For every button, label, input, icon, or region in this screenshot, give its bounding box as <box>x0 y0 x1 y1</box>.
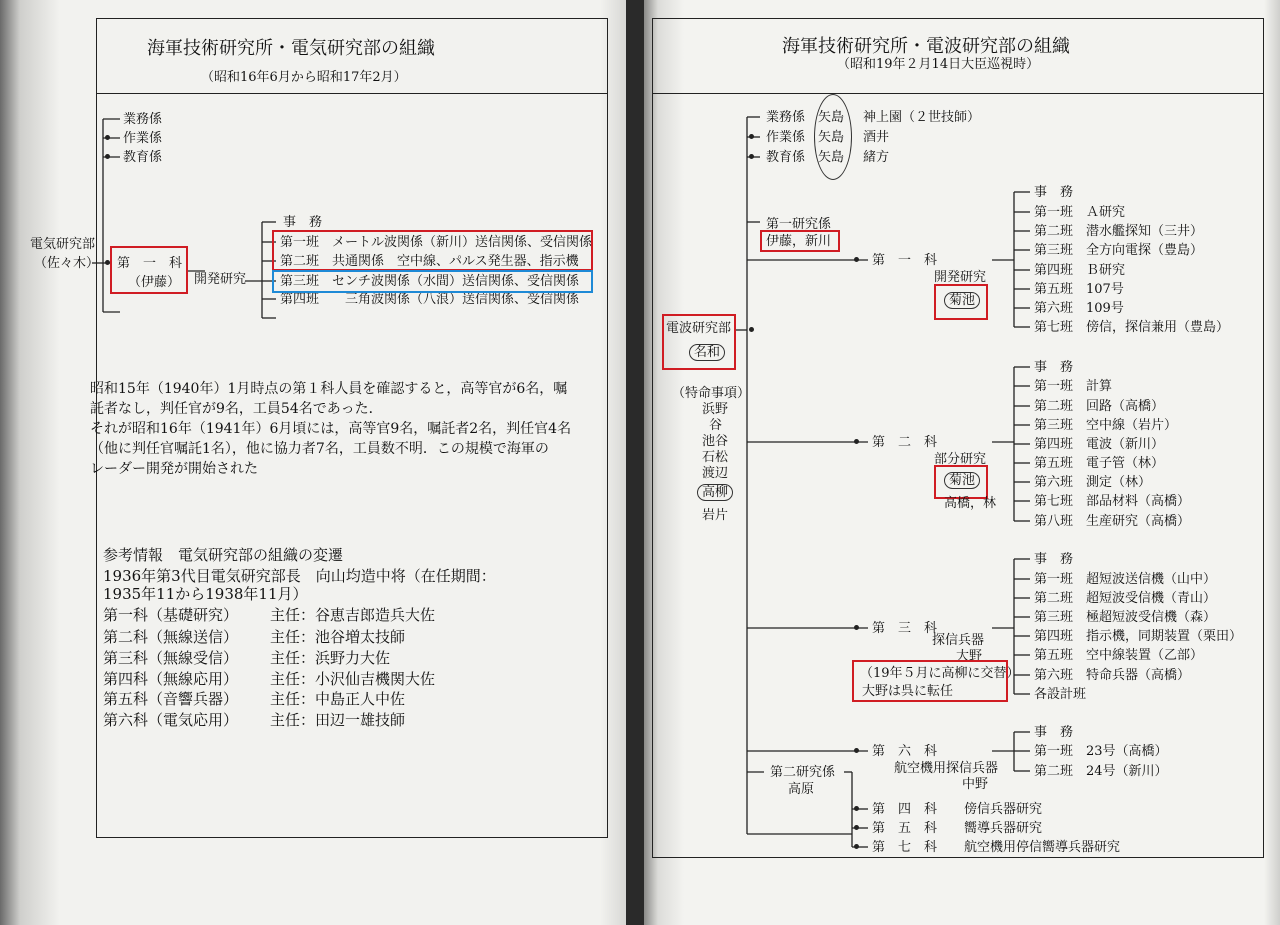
paragraph-line: それが昭和16年（1941年）6月頃には，高等官9名，嘱託者2名，判任官4名 <box>90 421 572 437</box>
ka1-name: 第 一 科 <box>872 253 938 268</box>
junction-dot <box>105 135 110 140</box>
paragraph-line: 昭和15年（1940年）1月時点の第１科人員を確認すると，高等官が6名，嘱 <box>90 381 568 397</box>
section-name: 第三科（無線受信） <box>103 649 239 667</box>
ka2-extra: 高橋，林 <box>944 496 997 511</box>
ka3-group: 第二班 超短波受信機（青山） <box>1034 591 1217 606</box>
ka3-group: 事 務 <box>1034 552 1074 567</box>
right-subtitle: （昭和19年２月14日大臣巡視時） <box>837 57 1040 72</box>
ka3-group: 第五班 空中線装置（乙部） <box>1034 648 1204 663</box>
ka2-name: 第 二 科 <box>872 435 938 450</box>
other-ka-name: 第 七 科 <box>872 840 938 855</box>
special-name: 渡辺 <box>702 466 729 481</box>
paragraph-line: （他に判任官嘱託1名），他に協力者7名，工員数不明．この規模で海軍の <box>90 441 549 457</box>
special-name: 石松 <box>702 450 729 465</box>
paragraph-line: レーダー開発が開始された <box>90 461 258 477</box>
ref-line: 1936年第3代目電気研究部長 向山均造中将（在任期間： <box>103 567 496 585</box>
ka2-group: 第一班 計算 <box>1034 379 1113 394</box>
right-top-item-person: 神上園（２世技師） <box>863 110 981 125</box>
special-name: 高柳 <box>697 484 733 501</box>
section-name: 第四科（無線応用） <box>103 670 239 688</box>
ka2-label: 部分研究 <box>934 452 987 467</box>
junction-dot <box>854 844 859 849</box>
ka3-group: 各設計班 <box>1034 687 1087 702</box>
group-item: 第三班 センチ波関係（水間）送信関係、受信関係 <box>280 274 580 289</box>
ka2-group: 第三班 空中線（岩片） <box>1034 418 1178 433</box>
section-head: 主任：小沢仙吉機関大佐 <box>270 670 436 688</box>
group-item: 事 務 <box>283 215 323 230</box>
ka6-label: 航空機用探信兵器 <box>894 761 999 776</box>
section-head: 主任：中島正人中佐 <box>270 690 406 708</box>
ka1-group: 第七班 傍信，探信兼用（豊島） <box>1034 320 1230 335</box>
other-ka-name: 第 四 科 <box>872 802 938 817</box>
ka1-head: 菊池 <box>944 292 980 309</box>
group-item: 第二班 共通関係 空中線、パルス発生器、指示機 <box>280 254 579 269</box>
ka6-group: 事 務 <box>1034 725 1074 740</box>
section-head: 主任：田辺一雄技師 <box>270 711 406 729</box>
left-root-sub: （佐々木） <box>34 256 100 271</box>
other-ka-desc: 傍信兵器研究 <box>964 802 1043 817</box>
junction-dot <box>854 439 859 444</box>
ka1-label: 開発研究 <box>934 270 987 285</box>
section-name: 第六科（電気応用） <box>103 711 239 729</box>
ref-title: 参考情報 電気研究部の組織の変遷 <box>103 546 344 564</box>
highlight-box <box>934 284 988 320</box>
ka1-group: 第一班 Ａ研究 <box>1034 205 1126 220</box>
dept-name: 第 一 科 <box>117 256 183 271</box>
section-name: 第一科（基礎研究） <box>103 606 239 624</box>
special-name: 谷 <box>709 418 723 433</box>
ka3-group: 第四班 指示機，同期装置（栗田） <box>1034 629 1243 644</box>
section-head: 主任：浜野力大佐 <box>270 649 391 667</box>
junction-dot <box>749 327 754 332</box>
right-top-item-sub: 矢島 <box>818 150 845 165</box>
ka1-group: 第五班 107号 <box>1034 282 1124 297</box>
ka1-group: 事 務 <box>1034 185 1074 200</box>
ka2-group: 第七班 部品材料（高橋） <box>1034 494 1191 509</box>
right-top-item: 業務係 <box>766 110 806 125</box>
ka6-name: 第 六 科 <box>872 744 938 759</box>
section-name: 第二科（無線送信） <box>103 628 239 646</box>
left-title: 海軍技術研究所・電気研究部の組織 <box>147 38 435 59</box>
junction-dot <box>749 154 754 159</box>
left-subtitle: （昭和16年6月から昭和17年2月） <box>201 70 407 85</box>
junction-dot <box>749 134 754 139</box>
ref-line: 1935年11から1938年11月） <box>103 585 308 603</box>
ichi-ken: 第一研究係 <box>766 217 832 232</box>
section-head: 主任：池谷増太技師 <box>270 628 406 646</box>
left-top-item: 教育係 <box>123 150 163 165</box>
junction-dot <box>854 748 859 753</box>
highlight-box <box>852 660 1008 702</box>
left-top-item: 業務係 <box>123 112 163 127</box>
highlight-box <box>272 230 593 271</box>
group-item: 第四班 三角波関係（八浪）送信関係、受信関係 <box>280 292 580 307</box>
junction-dot <box>854 257 859 262</box>
highlight-box <box>662 314 736 370</box>
junction-dot <box>854 806 859 811</box>
left-root: 電気研究部 <box>30 237 96 252</box>
ka3-note: 大野は呉に転任 <box>862 684 954 699</box>
ka3-group: 第六班 特命兵器（高橋） <box>1034 668 1191 683</box>
group-item: 第一班 メートル波関係（新川）送信関係、受信関係 <box>280 235 593 250</box>
dept-head: （伊藤） <box>128 275 181 290</box>
right-top-item-person: 酒井 <box>863 130 890 145</box>
right-top-item: 教育係 <box>766 150 806 165</box>
annotation-oval <box>814 94 852 180</box>
ni-ken-head: 高原 <box>788 782 815 797</box>
ka1-group: 第三班 全方向電探（豊島） <box>1034 243 1204 258</box>
other-ka-desc: 嚮導兵器研究 <box>964 821 1043 836</box>
right-page <box>644 0 1280 925</box>
ka3-note: （19年５月に高柳に交替） <box>860 666 1020 681</box>
ka2-group: 第六班 測定（林） <box>1034 475 1152 490</box>
left-top-item: 作業係 <box>123 131 163 146</box>
paragraph-line: 託者なし，判任官が9名，工員54名であった． <box>90 401 383 417</box>
right-root-head: 名和 <box>689 344 725 361</box>
right-top-item-sub: 矢島 <box>818 110 845 125</box>
highlight-box <box>760 230 840 252</box>
section-head: 主任：谷恵吉郎造兵大佐 <box>270 606 436 624</box>
ni-ken: 第二研究係 <box>770 765 836 780</box>
right-root: 電波研究部 <box>666 321 732 336</box>
ka1-group: 第六班 109号 <box>1034 301 1124 316</box>
ka6-head: 中野 <box>962 777 989 792</box>
ka2-group: 第四班 電波（新川） <box>1034 437 1165 452</box>
special-name: 浜野 <box>702 402 729 417</box>
ka2-group: 事 務 <box>1034 360 1074 375</box>
special-name: 岩片 <box>702 508 729 523</box>
ka2-group: 第八班 生産研究（高橋） <box>1034 514 1191 529</box>
ka3-name: 第 三 科 <box>872 621 938 636</box>
other-ka-name: 第 五 科 <box>872 821 938 836</box>
special-name: 池谷 <box>702 434 729 449</box>
ka3-label: 探信兵器 <box>932 633 985 648</box>
ka1-group: 第四班 Ｂ研究 <box>1034 263 1126 278</box>
right-top-item: 作業係 <box>766 130 806 145</box>
ka3-group: 第一班 超短波送信機（山中） <box>1034 572 1217 587</box>
ichi-ken-members: 伊藤，新川 <box>766 234 832 249</box>
ka2-head: 菊池 <box>944 472 980 489</box>
ka2-group: 第五班 電子管（林） <box>1034 456 1165 471</box>
research-label: 開発研究 <box>194 272 247 287</box>
right-title: 海軍技術研究所・電波研究部の組織 <box>782 36 1070 57</box>
highlight-box <box>934 465 988 499</box>
highlight-box <box>110 246 188 294</box>
special-title: （特命事項） <box>672 386 751 401</box>
ka6-group: 第一班 23号（高橋） <box>1034 744 1168 759</box>
other-ka-desc: 航空機用停信嚮導兵器研究 <box>964 840 1121 855</box>
ka6-group: 第二班 24号（新川） <box>1034 764 1168 779</box>
right-top-item-person: 緒方 <box>863 150 890 165</box>
ka1-group: 第二班 潜水艦探知（三井） <box>1034 224 1204 239</box>
ka3-head: 大野 <box>956 649 983 664</box>
highlight-box-blue <box>272 270 593 293</box>
ka3-group: 第三班 極超短波受信機（森） <box>1034 610 1217 625</box>
right-top-item-sub: 矢島 <box>818 130 845 145</box>
junction-dot <box>105 154 110 159</box>
section-name: 第五科（音響兵器） <box>103 690 239 708</box>
left-page <box>0 0 626 925</box>
ka2-group: 第二班 回路（高橋） <box>1034 399 1165 414</box>
junction-dot <box>854 625 859 630</box>
junction-dot <box>854 825 859 830</box>
